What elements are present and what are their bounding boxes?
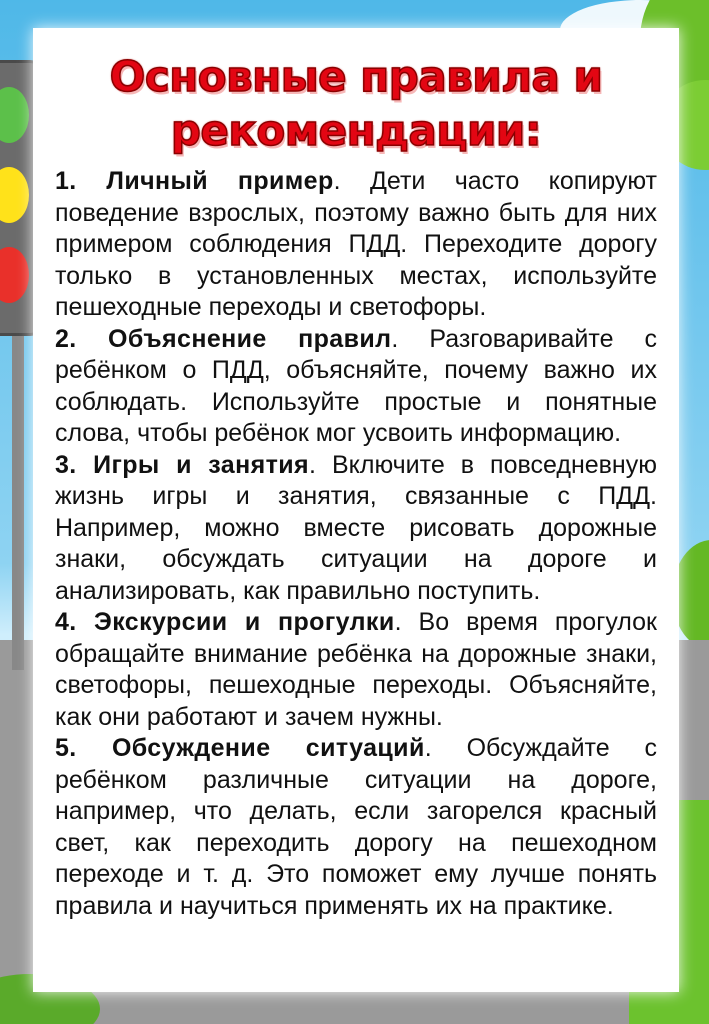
rule-text: . Во время прогулок обращайте внимание ребёнка на дорожные знаки, светофоры, пешеходные переходы. Объясняйте, как они работают и зачем нужны. xyxy=(55,608,657,731)
rule-heading: 1. Личный пример xyxy=(55,167,334,195)
rule-text: . Дети часто копируют поведение взрослых, поэтому важно быть для них примером соблюдения ПДД. Переходите дорогу только в установленных местах, используйте пешеходные переходы и светофоры. xyxy=(55,167,658,321)
page-title: Основные правила и рекомендации: xyxy=(109,52,603,155)
rule-text: . Включите в повседневную жизнь игры и занятия, связанные с ПДД. Например, можно вместе рисовать дорожные знаки, обсуждать ситуации на дороге и анализировать, как правильно поступить. xyxy=(55,450,657,605)
rule-item-1 xyxy=(55,166,657,324)
green-lamp-icon xyxy=(0,87,29,143)
rule-text: . Обсуждайте с ребёнком различные ситуации на дороге, например, что делать, если загорелся красный свет, как переходить дорогу на пешеходном переходе и т. д. Это поможет ему лучше понять правила и научиться применять их на практике. xyxy=(55,734,658,920)
rule-heading: 4. Экскурсии и прогулки xyxy=(55,608,395,636)
rule-heading: 2. Объяснение правил xyxy=(55,324,392,353)
rules-list xyxy=(55,166,657,922)
traffic-light-pole xyxy=(12,330,24,670)
rule-heading: 3. Игры и занятия xyxy=(55,450,309,479)
yellow-lamp-icon xyxy=(0,167,29,223)
red-lamp-icon xyxy=(0,247,29,303)
content-card xyxy=(33,28,679,992)
rule-item-2 xyxy=(55,324,657,450)
rule-item-3 xyxy=(55,450,657,608)
rule-text: . Разговаривайте с ребёнком о ПДД, объясняйте, почему важно их соблюдать. Используйте простые и понятные слова, чтобы ребёнок мог усвоить информацию. xyxy=(55,324,657,447)
rule-item-5 xyxy=(55,733,657,922)
rule-item-4 xyxy=(55,607,657,733)
rule-heading: 5. Обсуждение ситуаций xyxy=(55,734,425,762)
